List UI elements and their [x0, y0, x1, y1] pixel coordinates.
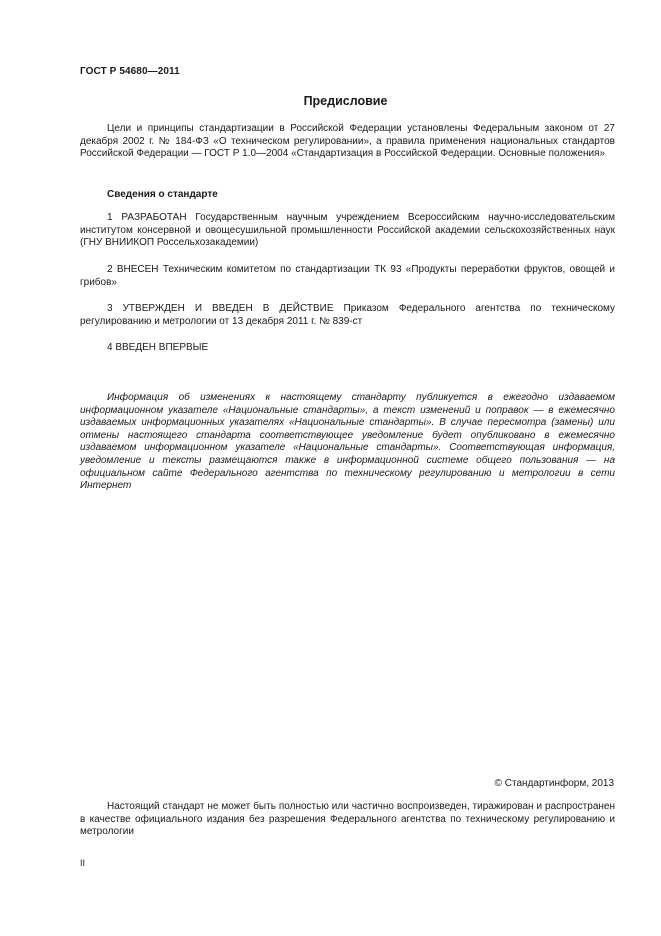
preface-intro-paragraph: Цели и принципы стандартизации в Российской Федерации установлены Федеральным законом от 27 декабря 2002 г. № 184-ФЗ «О техническом регулировании», а правила применения национальных стандартов Российской Федерации — ГОСТ Р 1.0—2004 «Стандартизация в Российской Федерации. Основные положения» [80, 123, 615, 160]
standard-info-item-1: 1 РАЗРАБОТАН Государственным научным учреждением Всероссийским научно-исследовательским институтом консервной и овощесушильной промышленности Российской академии сельскохозяйственных наук (ГНУ ВНИИКОП Россельхозакадемии) [80, 212, 615, 249]
changes-notice-paragraph: Информация об изменениях к настоящему стандарту публикуется в ежегодно издаваемом информационном указателе «Национальные стандарты», а текст изменений и поправок — в ежемесячно издаваемых информационных указателях «Национальные стандарты». В случае пересмотра (замены) или отмены настоящего стандарта соответствующее уведомление будет опубликовано в ежемесячно издаваемом информационном указателе «Национальные стандарты». Соответствующая информация, уведомление и тексты размещаются также в информационной системе общего пользования — на официальном сайте Федерального агентства по техническому регулированию и метрологии в сети Интернет [80, 392, 615, 492]
standard-info-item-2: 2 ВНЕСЕН Техническим комитетом по стандартизации ТК 93 «Продукты переработки фруктов, овощей и грибов» [80, 264, 615, 288]
standard-info-title: Сведения о стандарте [107, 189, 218, 200]
document-code-header: ГОСТ Р 54680—2011 [80, 66, 180, 77]
copyright-line: © Стандартинформ, 2013 [494, 778, 614, 789]
page-number: II [80, 858, 86, 868]
reproduction-notice-paragraph: Настоящий стандарт не может быть полностью или частично воспроизведен, тиражирован и распространен в качестве официального издания без разрешения Федерального агентства по техническому регулированию и метрологии [80, 801, 615, 838]
standard-info-item-4: 4 ВВЕДЕН ВПЕРВЫЕ [107, 342, 209, 353]
preface-title: Предисловие [303, 94, 388, 108]
standard-info-item-3: 3 УТВЕРЖДЕН И ВВЕДЕН В ДЕЙСТВИЕ Приказом Федерального агентства по техническому регулированию и метрологии от 13 декабря 2011 г. № 839-ст [80, 303, 615, 327]
